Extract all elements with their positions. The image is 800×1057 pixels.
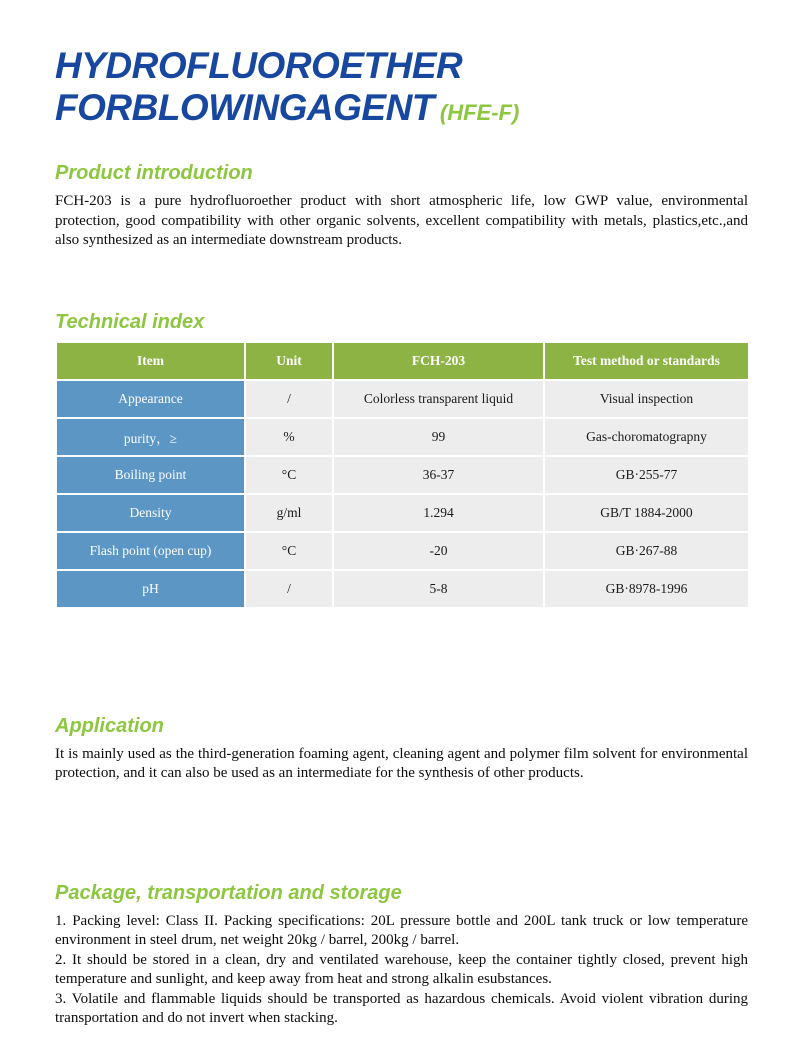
cell-item: Density bbox=[57, 495, 244, 531]
table-row bbox=[57, 495, 748, 531]
cell-unit: / bbox=[246, 381, 332, 417]
cell-item: Flash point (open cup) bbox=[57, 533, 244, 569]
cell-test-method: Visual inspection bbox=[545, 381, 748, 417]
application-body: It is mainly used as the third-generation foaming agent, cleaning agent and polymer film solvent for environmental protection, and it can also be used as an intermediate for the synthesis of other products. bbox=[55, 745, 748, 781]
cell-item: purity，≥ bbox=[57, 419, 244, 455]
column-header-unit: Unit bbox=[246, 343, 332, 379]
package-item-1: 1. Packing level: Class II. Packing specifications: 20L pressure bottle and 200L tank truck or low temperature environment in steel drum, net weight 20kg / barrel, 200kg / barrel. bbox=[55, 912, 748, 948]
cell-item: Appearance bbox=[57, 381, 244, 417]
cell-value: Colorless transparent liquid bbox=[334, 381, 543, 417]
technical-index-table bbox=[55, 341, 750, 609]
application-heading: Application bbox=[55, 714, 164, 737]
title-line-2-text: FORBLOWINGAGENT bbox=[55, 87, 434, 128]
package-body bbox=[55, 912, 748, 1029]
cell-value: 36-37 bbox=[334, 457, 543, 493]
cell-test-method: Gas-choromatograpny bbox=[545, 419, 748, 455]
table-row bbox=[57, 419, 748, 455]
table-row bbox=[57, 457, 748, 493]
cell-test-method: GB·267-88 bbox=[545, 533, 748, 569]
table-row bbox=[57, 571, 748, 607]
package-heading: Package, transportation and storage bbox=[55, 881, 402, 904]
cell-unit: g/ml bbox=[246, 495, 332, 531]
technical-index-heading: Technical index bbox=[55, 310, 205, 333]
cell-unit: / bbox=[246, 571, 332, 607]
product-introduction-body: FCH-203 is a pure hydrofluoroether product with short atmospheric life, low GWP value, environmental protection, good compatibility with other organic solvents, excellent compatibility with metals, plastics,etc.,and also synthesized as an intermediate downstream products. bbox=[55, 193, 748, 248]
title-suffix: (HFE-F) bbox=[439, 100, 520, 125]
title-line-1: HYDROFLUOROETHER bbox=[55, 45, 463, 86]
cell-test-method: GB·8978-1996 bbox=[545, 571, 748, 607]
document-title bbox=[55, 45, 748, 134]
cell-value: -20 bbox=[334, 533, 543, 569]
cell-unit: °C bbox=[246, 533, 332, 569]
cell-item: pH bbox=[57, 571, 244, 607]
cell-value: 5-8 bbox=[334, 571, 543, 607]
column-header-item: Item bbox=[57, 343, 244, 379]
cell-test-method: GB/T 1884-2000 bbox=[545, 495, 748, 531]
cell-test-method: GB·255-77 bbox=[545, 457, 748, 493]
package-item-2: 2. It should be stored in a clean, dry and ventilated warehouse, keep the container tightly closed, prevent high temperature and sunlight, and keep away from heat and strong alkalin esubstances. bbox=[55, 951, 748, 987]
cell-value: 99 bbox=[334, 419, 543, 455]
cell-unit: % bbox=[246, 419, 332, 455]
product-introduction-heading: Product introduction bbox=[55, 162, 253, 184]
cell-item: Boiling point bbox=[57, 457, 244, 493]
table-header-row bbox=[57, 343, 748, 379]
table-row bbox=[57, 381, 748, 417]
title-line-2 bbox=[55, 87, 748, 134]
table-row bbox=[57, 533, 748, 569]
cell-value: 1.294 bbox=[334, 495, 543, 531]
package-item-3: 3. Volatile and flammable liquids should be transported as hazardous chemicals. Avoid violent vibration during transportation and do not invert when stacking. bbox=[55, 990, 748, 1026]
cell-unit: °C bbox=[246, 457, 332, 493]
column-header-test-method: Test method or standards bbox=[545, 343, 748, 379]
column-header-fch203: FCH-203 bbox=[334, 343, 543, 379]
